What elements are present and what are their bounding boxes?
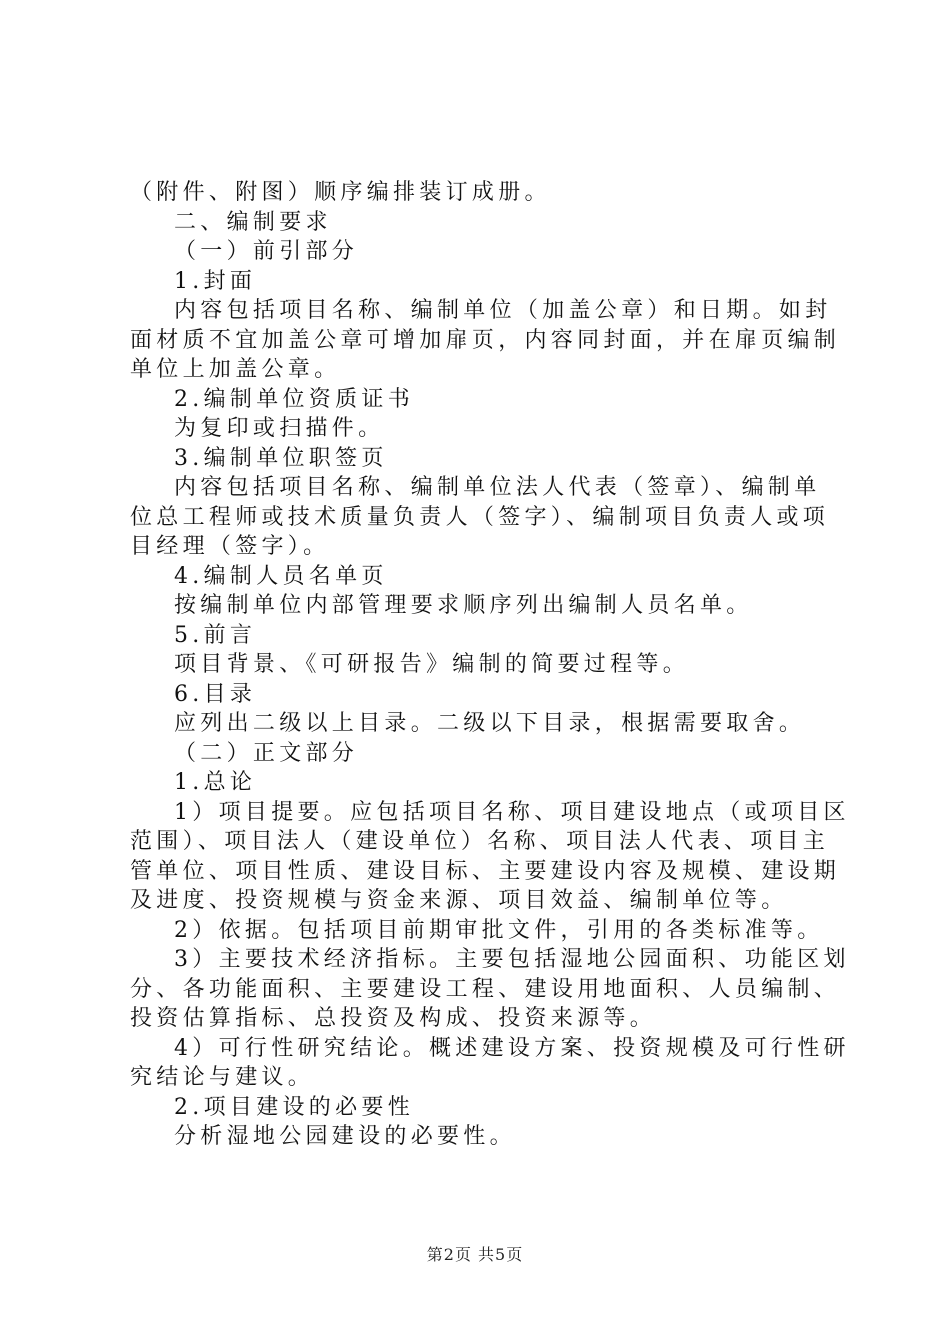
text-line: 单位上加盖公章。 xyxy=(130,357,341,382)
text-line: 目经理（签字）。 xyxy=(130,534,330,559)
text-line: 二、编制要求 xyxy=(174,209,332,235)
text-line: 5.前言 xyxy=(174,622,257,648)
text-line: （附件、附图）顺序编排装订成册。 xyxy=(130,180,551,205)
text-line: 3）主要技术经济指标。主要包括湿地公园面积、功能区划 xyxy=(174,947,850,972)
text-line: 究结论与建议。 xyxy=(130,1065,315,1090)
text-line: 管单位、项目性质、建设目标、主要建设内容及规模、建设期 xyxy=(130,858,841,884)
text-line: 2）依据。包括项目前期审批文件，引用的各类标准等。 xyxy=(174,917,824,943)
text-line: 3.编制单位职签页 xyxy=(174,445,388,471)
text-line: 4）可行性研究结论。概述建设方案、投资规模及可行性研 xyxy=(174,1035,850,1061)
text-line: 1）项目提要。应包括项目名称、项目建设地点（或项目区 xyxy=(174,799,850,825)
text-line: 及进度、投资规模与资金来源、项目效益、编制单位等。 xyxy=(130,888,788,913)
text-line: 按编制单位内部管理要求顺序列出编制人员名单。 xyxy=(174,593,753,618)
text-line: （二）正文部分 xyxy=(174,740,359,766)
text-line: 分、各功能面积、主要建设工程、建设用地面积、人员编制、 xyxy=(130,976,841,1002)
text-line: 4.编制人员名单页 xyxy=(174,563,388,589)
text-line: 为复印或扫描件。 xyxy=(174,416,385,441)
text-line: 投资估算指标、总投资及构成、投资来源等。 xyxy=(130,1006,657,1031)
text-line: 2.项目建设的必要性 xyxy=(174,1094,414,1120)
page-footer: 第2页 共5页 xyxy=(426,1245,524,1264)
text-line: 6.目录 xyxy=(174,681,257,707)
text-line: 1.封面 xyxy=(174,268,257,294)
text-line: 面材质不宜加盖公章可增加扉页，内容同封面，并在扉页编制 xyxy=(130,327,841,353)
text-line: 应列出二级以上目录。二级以下目录，根据需要取舍。 xyxy=(174,711,806,736)
text-line: 项目背景、《可研报告》编制的简要过程等。 xyxy=(174,652,690,677)
text-line: （一）前引部分 xyxy=(174,239,359,264)
text-line: 内容包括项目名称、编制单位（加盖公章）和日期。如封 xyxy=(174,298,832,323)
document-body xyxy=(130,178,850,1152)
text-line: 位总工程师或技术质量负责人（签字）、编制项目负责人或项 xyxy=(130,504,830,530)
text-line: 2.编制单位资质证书 xyxy=(174,386,414,412)
text-line: 1.总论 xyxy=(174,770,257,795)
text-line: 范围）、项目法人（建设单位）名称、项目法人代表、项目主 xyxy=(130,829,830,854)
text-line: 分析湿地公园建设的必要性。 xyxy=(174,1124,516,1149)
text-line: 内容包括项目名称、编制单位法人代表（签章）、编制单 xyxy=(174,475,821,500)
